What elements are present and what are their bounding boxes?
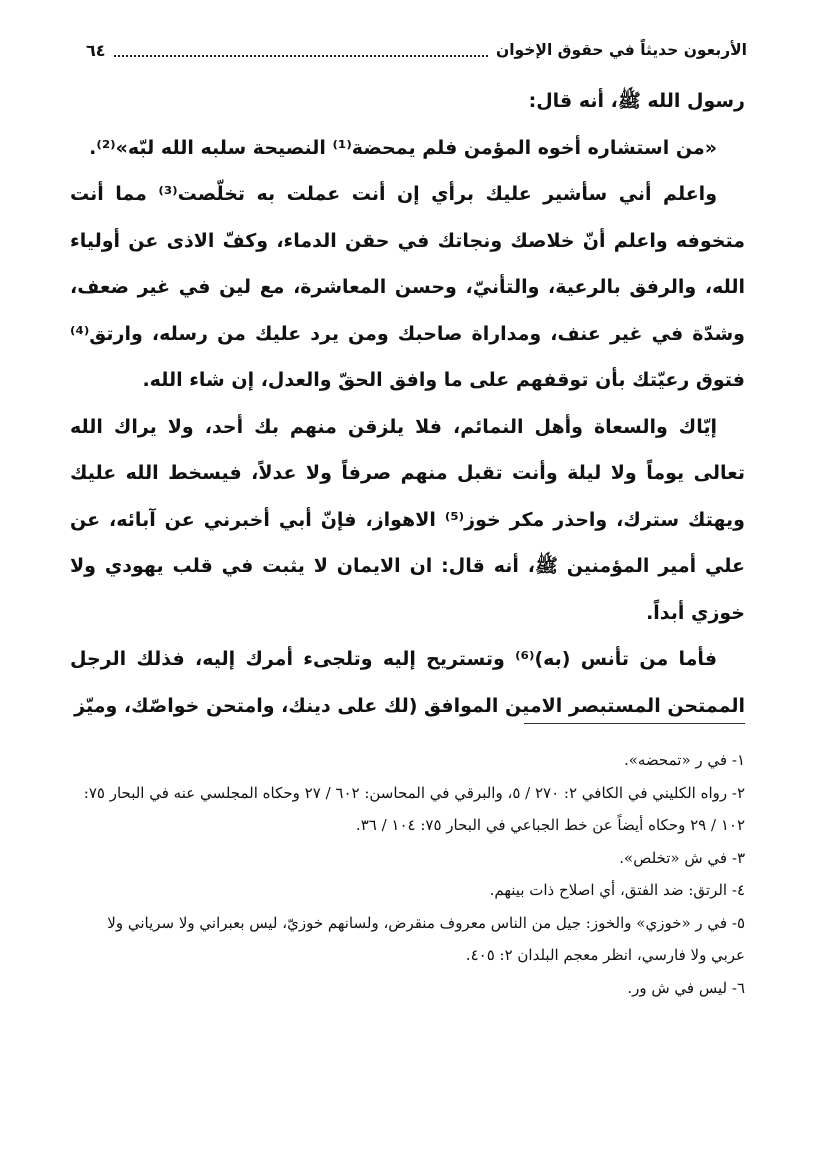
paragraph-1: رسول الله ﷺ، أنه قال: <box>528 90 745 112</box>
main-text <box>70 78 745 729</box>
footnote-1: ١- في ر «تمحضه». <box>623 751 745 769</box>
paragraph-3: واعلم أني سأشير عليك برأي إن أنت عملت به تخلّصت⁽³⁾ مما أنت متخوفه واعلم أنّ خلاصك ونجاتك في حقن الدماء، وكفّ الاذى عن أولياء الله، والرفق بالرعية، والتأنيّ، وحسن المعاشرة، مع لين في غير ضعف، وشدّة في غير عنف، ومداراة صاحبك ومن يرد عليك من رسله، وارتق⁽⁴⁾ فتوق رعيّتك بأن توقفهم على ما وافق الحقّ والعدل، إن شاء الله. <box>70 183 745 391</box>
footnote-2: ٢- رواه الكليني في الكافي ٢: ٢٧٠ / ٥، والبرقي في المحاسن: ٦٠٢ / ٢٧ وحكاه المجلسي عنه في البحار ٧٥: ١٠٢ / ٢٩ وحكاه أيضاً عن خط الجباعي في البحار ٧٥: ١٠٤ / ٣٦. <box>83 783 745 834</box>
footnote-separator <box>524 723 745 724</box>
footnote-4: ٤- الرتق: ضد الفتق، أي اصلاح ذات بينهم. <box>489 881 745 899</box>
paragraph-5: فأما من تأنس (به)⁽⁶⁾ وتستريح إليه وتلجىء أمرك إليه، فذلك الرجل الممتحن المستبصر الامين الموافق (لك على دينك، وامتحن خواصّك، وميّز <box>70 648 745 717</box>
footnotes <box>70 744 745 1004</box>
footnote-6: ٦- ليس في ش ور. <box>627 978 745 997</box>
running-title: الأربعون حديثاً في حقوق الإخوان <box>496 41 747 59</box>
leader-dots <box>114 43 488 57</box>
running-header <box>86 36 747 64</box>
footnote-5: ٥- في ر «خوزي» والخوز: جيل من الناس معروف منقرض، ولسانهم خوزيّ، ليس بعبراني ولا سرياني ولا عربي ولا فارسي، انظر معجم البلدان ٢: ٤٠٥. <box>107 913 745 964</box>
paragraph-2: «من استشاره أخوه المؤمن فلم يمحضة⁽¹⁾ النصيحة سلبه الله لبّه»⁽²⁾. <box>89 136 717 159</box>
page-number: ٦٤ <box>86 40 106 60</box>
footnote-3: ٣- في ش «تخلص». <box>619 848 745 867</box>
paragraph-4: إيّاك والسعاة وأهل النمائم، فلا يلزقن منهم بك أحد، ولا يراك الله تعالى يوماً ولا ليلة وأنت تقبل منهم صرفاً ولا عدلاً، فيسخط الله عليك ويهتك سترك، واحذر مكر خوز⁽⁵⁾ الاهواز، فإنّ أبي أخبرني عن آبائه، عن علي أمير المؤمنين ﷺ، أنه قال: ان الايمان لا يثبت في قلب يهودي ولا خوزي أبداً. <box>70 415 745 624</box>
